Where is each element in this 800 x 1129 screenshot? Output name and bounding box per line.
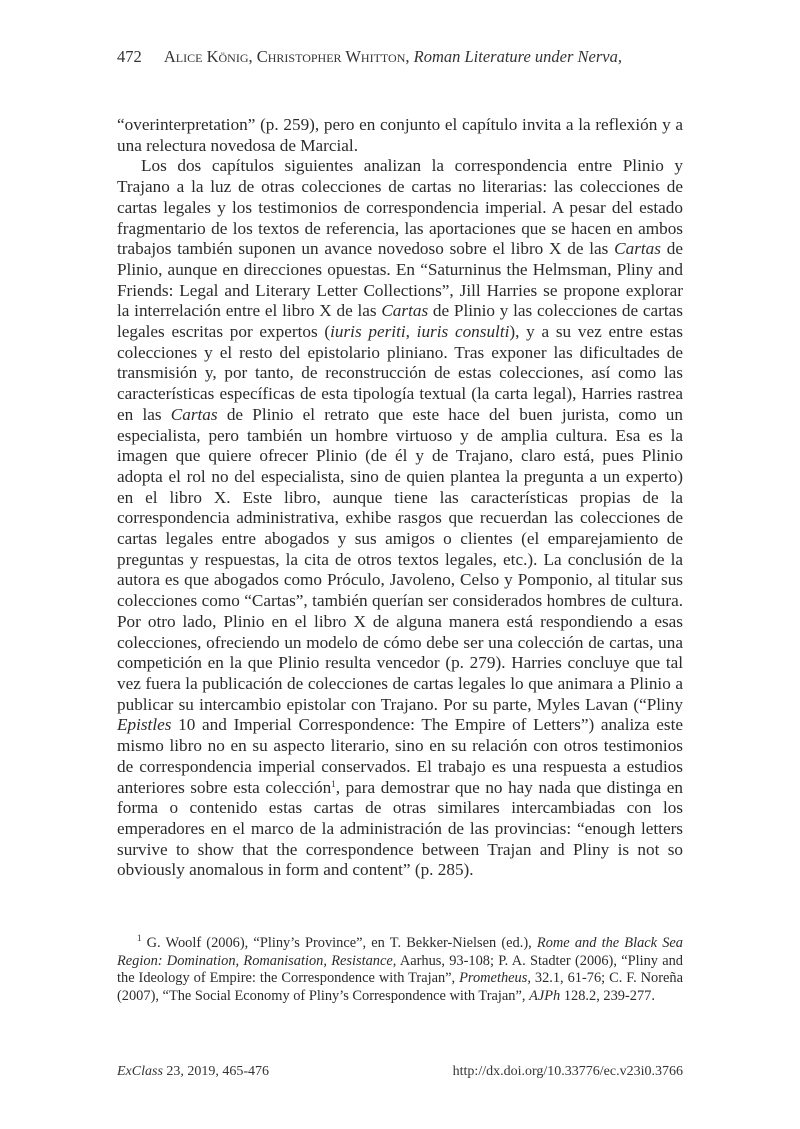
doi-link[interactable]: http://dx.doi.org/10.33776/ec.v23i0.3766 [452, 1064, 683, 1079]
paragraph-1: “overinterpretation” (p. 259), pero en conjunto el capítulo invita a la reflexión y a una relectura novedosa de Marcial. [117, 115, 683, 155]
paragraph-2 [117, 156, 683, 881]
text-span: 128.2, 239-277. [560, 987, 655, 1004]
italic-title: Rome and the Black Sea Region: Domination, Romanisation, Resistance [117, 935, 683, 969]
text-span: , 32.1, 61-76; C. F. Noreña (2007), “The Social Economy of Pliny’s Correspondence with Trajan”, [117, 970, 684, 1004]
text-span: G. Woolf (2006), “Pliny’s Province”, en T. Bekker-Nielsen (ed.), [141, 935, 537, 951]
text-span: de Plinio, aunque en direcciones opuestas. En “Saturninus the Helmsman, Pliny and Friends: Legal and Literary Letter Collections”, Jill Harries se propone explorar la interrelación entre el libro X de las [117, 239, 683, 321]
italic-term: iuris consulti [416, 322, 510, 342]
page-number: 472 [117, 47, 142, 66]
journal-name: ExClass [117, 1064, 163, 1079]
italic-term: iuris periti [330, 322, 406, 342]
journal-citation [117, 1064, 269, 1080]
page-footer [117, 1064, 683, 1080]
text-span: de Plinio el retrato que este hace del buen jurista, como un especialista, pero también un hombre virtuoso y de amplia cultura. Esa es la imagen que quiere ofrecer Plinio (de él y de Trajano, claro está, pues Plinio adopta el rol no del especialista, sino de quien plantea la pregunta a un experto) en el libro X. Este libro, aunque tiene las características propias de la correspondencia administrativa, exhibe rasgos que recuerdan las colecciones de cartas legales entre abogados y sus amigos o clientes (el emparejamiento de preguntas y respuestas, la cita de otros textos legales, etc.). La conclusión de la autora es que abogados como Próculo, Javoleno, Celso y Pomponio, al titular sus colecciones como “Cartas”, también querían ser considerados hombres de cultura. Por otro lado, Plinio en el libro X de alguna manera está respondiendo a esas colecciones, ofreciendo un modelo de cómo debe ser una colección de cartas, una competición en la que Plinio resulta vencedor (p. 279). Harries concluye que tal vez fuera la publicación de colecciones de cartas legales lo que animara a Plinio a publicar su intercambio epistolar con Trajano. Por su parte, Myles Lavan (“Pliny [117, 404, 683, 714]
text-span: 10 and Imperial Correspondence: The Empire of Letters”) analiza este mismo libro no en su aspecto literario, sino en su relación con otros testimonios de correspondencia imperial conservados. El trabajo es una respuesta a estudios anteriores sobre esta colección [117, 715, 683, 797]
text-span: ), y a su vez entre estas colecciones y el resto del epistolario pliniano. Tras exponer las dificultades de transmisión y, por tanto, de reconstrucción de estas colecciones, así como las características específicas de esta tipología textual (la carta legal), Harries rastrea en las [117, 322, 683, 424]
text-span: , Aarhus, 93-108; P. A. Stadter (2006), “Pliny and the Ideology of Empire: the Correspondence with Trajan”, [117, 952, 683, 987]
running-header [117, 47, 622, 67]
italic-term: Epistles [117, 715, 172, 735]
footnote-ref[interactable]: 1 [331, 778, 336, 789]
italic-term: Cartas [614, 239, 661, 259]
citation-text: 23, 2019, 465-476 [162, 1064, 270, 1079]
text-span: , para demostrar que no hay nada que distinga en forma o contenido estas cartas de otras similares intercambiadas con los emperadores en el marco de la administración de las provincias: “enough letters survive to show that the correspondence between Trajan and Pliny is not so obviously anomalous in form and content” (p. 285). [117, 777, 683, 880]
italic-term: Cartas [381, 301, 429, 321]
italic-title: Prometheus [459, 970, 528, 987]
footnote [117, 935, 683, 1005]
italic-term: Cartas [170, 404, 218, 424]
text-span: , [405, 322, 417, 342]
text-span: de Plinio y las colecciones de cartas legales escritas por expertos ( [117, 301, 683, 342]
text-span: Los dos capítulos siguientes analizan la correspondencia entre Plinio y Trajano a la luz de otras colecciones de cartas no literarias: las colecciones de cartas legales y los testimonios de correspondencia imperial. A pesar del estado fragmentario de los textos de referencia, las aportaciones que se hacen en ambos trabajos también suponen un avance novedoso sobre el libro X de las [117, 156, 683, 259]
header-book-title: Roman Literature under Nerva, [413, 47, 622, 66]
italic-title: AJPh [529, 987, 561, 1004]
footnote-mark: 1 [137, 933, 142, 943]
header-authors: Alice König, Christopher Whitton, [163, 47, 410, 66]
main-text [117, 115, 683, 881]
